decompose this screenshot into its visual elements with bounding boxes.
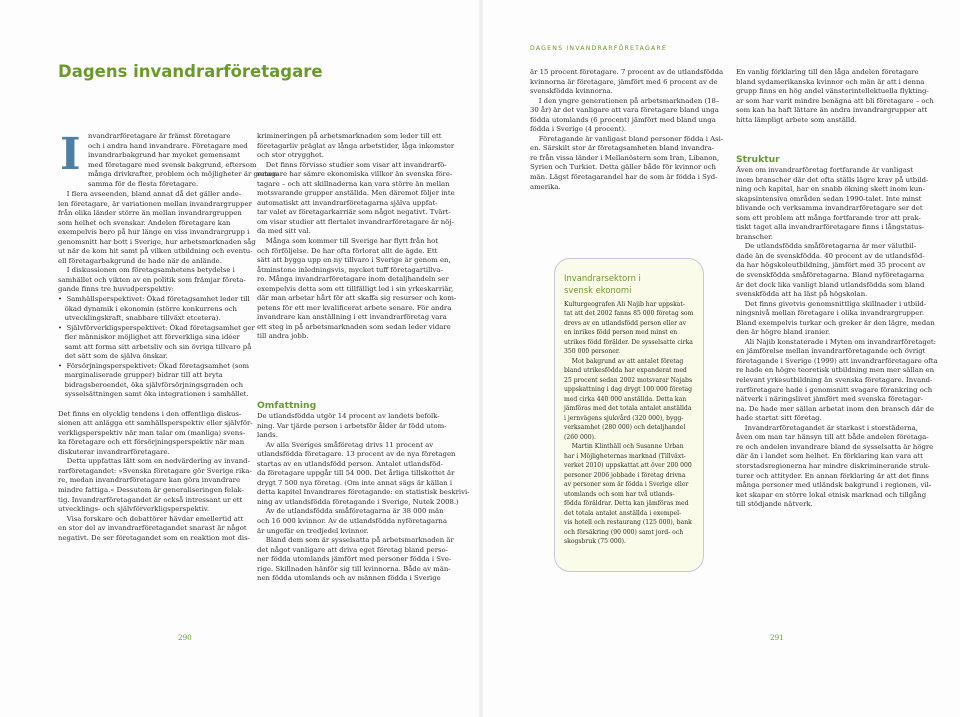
page-number-right: 291 [770,633,784,642]
col3-body: är 15 procent företagare. 7 procent av de utlandsfödda kvinnorna är företagare, jämfört med 6 procent av de svenskfödda kvinnorna. I den yngre generationen på arbetsmarknaden (18– 30 år) är det vanligare att vara företagare bland unga födda utomlands (6 procent) jämfört med bland unga födda i Sverige (4 procent). Företagande är vanligast bland personer födda i Asi- en. Särskilt stor är företagsamheten bland invandra- re från vissa länder i Mellanöstern som Iran, Libanon, Syrien och Turkiet. Detta gäller både för kvinnor och män. Lägst företagarandel har de som är födda i Syd- amerika. [530,68,724,191]
drop-cap: I [60,129,81,180]
col4-body2: Även om invandrarföretag fortfarande är vanligast inom branscher där det ofta ställs lägre krav på utbild- ning och kapital, har en snabb ökning skett inom kun- skapsintensiva områden sedan 1990-talet. Inte minst blivande och verksamma invandrarföretagare ser det som ett problem att många fortfarande tror att prak- tiskt taget alla invandrarföretagare finns i långstatus- branscher. De utlandsfödda småföretagarna är mer välutbil- dade än de svenskfödda. 40 procent av de utlandsföd- da har högskoleutbildning, jämfört med 35 procent av de svenskfödda småföretagarna. Bland nyföretagarna är det dock lika vanligt bland utlandsfödda som bland svenskfödda att ha läst på högskolan. Det finns givetvis genomsnittliga skillnader i utbild- ningsnivå mellan företagare i olika invandrargrupper. Bland exempelvis turkar och greker är den lägre, medan den är högre bland iranier. Ali Najib konstaterade i Myten om invandrarföretaget: en jämförelse mellan invandrarföretagande och övrigt företagande i Sverige (1999) att invandrarföretagare ofta re hade en högre teoretisk utbildning men mer sällan en relevant yrkesutbildning än svenska företagare. Invand- rarföretagare hade i genomsnitt svagare förankring och nätverk i näringslivet jämfört med svenska företagar- na. De hade mer sällan arbetat inom den bransch där de hade startat sitt företag. Invandrarföretagandet är starkast i storstäderna, åven om man tar hänsyn till att både andelen företaga- re och andelen invandrare bland de sysselsatta är högre där än i landet som helhet. En förklaring kan vara att storstadsregionerna har mindre diskriminerande struk- turer och attityder. En annan förklaring är att det finns många personer med utländsk bakgrund i regionen, vil- ket skapar en större lokal etnisk marknad och tillgång till stödjande nätverk. [736,166,938,509]
col2-body2: De utlandsfödda utgör 14 procent av landets befolk- ning. Var tjärde person i arbetsför ålder är född utom- lands. Av alla Sveriges småföretag drivs 11 procent av utlandsfödda företagare. 13 procent av de nya företagen startas av en utlandsfödd person. Antalet utlandsföd- da företagare uppgår till 54 000. Det årliga tillskottet är drygt 7 500 nya företag. (Om inte annat sägs är källan i detta kapitel Invandrares företagande: en statistisk beskrivi- ning av utlandsfödda företagande i Sverige, Nutek 2008.) Av de utlandsfödda småföretagarna är 38 000 män och 16 000 kvinnor. Av de utlandsfödda nyföretagarna är ungefär en tredjedel kvinnor. Bland dem som är sysselsatta på arbetsmarknaden är det något vanligare att driva eget företag bland perso- ner födda utomlands jämfört med personer födda i Sve- rige. Skillnaden hänför sig till kvinnorna. Både av män- nen födda utomlands och av männen födda i Sverige [257,412,470,583]
col2-body: krimineringen på arbetsmarknaden som leder till ett företagarliv präglat av långa arbetstider, låga inkomster och stor otrygghet. Det finns förvisso studier som visar att invandrarfö- retagare har sämre ekonomiska villkor än svenska före- tagare – och att skillnaderna kan vara större än mellan motsvarande grupper anställda. Men däremot följer inte automatiskt att invandrarföretagarna själva uppfat- tar valet av företagarkarriär som något negativt. Tvärt- om visar studier att flertalet invandrarföretagare är nöj- da med sitt val. Många som kommer till Sverige har flytt från hot och förföljelse. De har ofta förlorat allt de ägde. Ett sätt att bygga upp en ny tillvaro i Sverige är genom en, åtminstone inledningsvis, mycket tuff företagartillva- ro. Många invandrarföretagare inom detaljhandeln ser exempelvis detta som ett tillfälligt led i sin yrkeskarriär, där man arbetar hårt för att skaffa sig resurser och kom- petens för ett mer kvalificerat arbete senare. För andra invandrare kan anställning i ett invandrarföretag vara ett steg in på arbetsmarknaden som sedan leder vidare till andra jobb. [257,132,457,341]
col4-body: En vanlig förklaring till den låga andelen företagare bland sydamerikanska kvinnor och män är att i denna grupp finns en hög andel vänsterintellektuella flykting- ar som har varit mindre benägna att bli företagare – och som kan ha haft lättare än andra invandrargrupper att hitta lämpligt arbete som anställd. [736,68,934,124]
page-number-left: 290 [178,633,192,642]
running-head: DAGENS INVANDRARFÖRETAGARE [530,45,667,52]
col1-intro: nvandrarföretagare är främst företagare och i andra hand invandrare. Företagare med invandrarbakgrund har mycket gemensamt med företagare med svensk bakgrund, eftersom många drivkrafter, problem och möjligheter är gemen- samma för de flesta företagare. [88,132,280,188]
page-title: Dagens invandrarföretagare [58,62,323,81]
sidebar-body: Kulturgeografen Ali Najib har uppskat- tat att det 2002 fanns 85 000 företag som drevs av en utlandsfödd person eller av en inrikes född person med minst en utrikes född förälder. De sysselsatte cirka 350 000 personer. Mot bakgrund av att antalet företag bland utrikesfödda har expanderat med 25 procent sedan 2002 motsvarar Najabs uppskattning i dag drygt 100 000 företag med cirka 440 000 anställda. Detta kan jämföras med det totala antalet anställda i jernvägens sjukvård (320 000), bygg- verksamhet (280 000) och detaljhandel (260 000). Martin Klinthäll och Susanne Urban har i Möjligheternas marknad (Tillväxt- verket 2010) uppskattat att över 200 000 personer 2006 jobbade i företag drivna av personer som är födda i Sverige eller utomlands och som har två utlands- födda föräldrar. Detta kan jämföras med det totala antalet anställda i exempel- vis hotell och restaurang (125 000), bank och försäkring (90 000) samt jord- och skogsbruk (75 000). [564,301,694,546]
heading-struktur: Struktur [736,154,780,165]
heading-omfattning: Omfattning [257,400,317,411]
col1-body: I flera avseenden, bland annat då det gäller ande- len företagare, är variationen mellan invandrargrupper från olika länder större än mellan invandrargruppen som helhet och svenskar. Andelen företagare kan exempelvis bero på hur länge en viss invandrargrupp i genomsnitt har bott i Sverige, hur arbetsmarknaden såg ut när de kom hit samt på vilken utbildning och eventu- ell företagarbakgrund de hade när de anlände. I diskussionen om företagsamhetens betydelse i samhället och vikten av en politik som främjar företa- gande finns tre huvudperspektiv: • Samhällsperspektivet: Ökad företagsamhet leder till ökad dynamik i ekonomin (större konkurrens och utvecklingskraft, snabbare tillväxt etcetera). • Självförverkligsperspektivet: Ökad företagsamhet ger fler människor möjlighet att förverkliga sina idéer samt att forma sitt arbetsliv och sin övriga tillvaro på det sätt som de själva önskar. • Försörjningsperspektivet: Ökad företagsamhet (som marginaliserade grupper) bidrar till att bryta bidragsberoendet, öka självförsörjningsgraden och sysselsättningen samt öka integrationen i samhället. Det finns en olycklig tendens i den offentliga diskus- sionen att anlägga ett samhällsperspektiv eller självför- verkligsperspektiv när man talar om (manliga) svens- ka företagare och ett försörjningsperspektiv när man diskuterar invandrarföretagare. Detta uppfattas lätt som en nedvärdering av invand- rarföretagandet: »Svenska företagare gör Sverige rika- re, medan invandrarföretagare kan göra invandrare mindre fattiga.« Dessutom är generaliseringen felak- tig. Invandrarföretagandet är också intressant ur ett utvecklings- och självförverkligsperspektiv. Visa forskare och debattörer hävdar emellertid att en stor del av invandrarföretagandet snarast är något negativt. De ser företagandet som en reaktion mot dis- [58,190,256,542]
sidebar-title: Invandrarsektorn i svensk ekonomi [564,273,641,295]
